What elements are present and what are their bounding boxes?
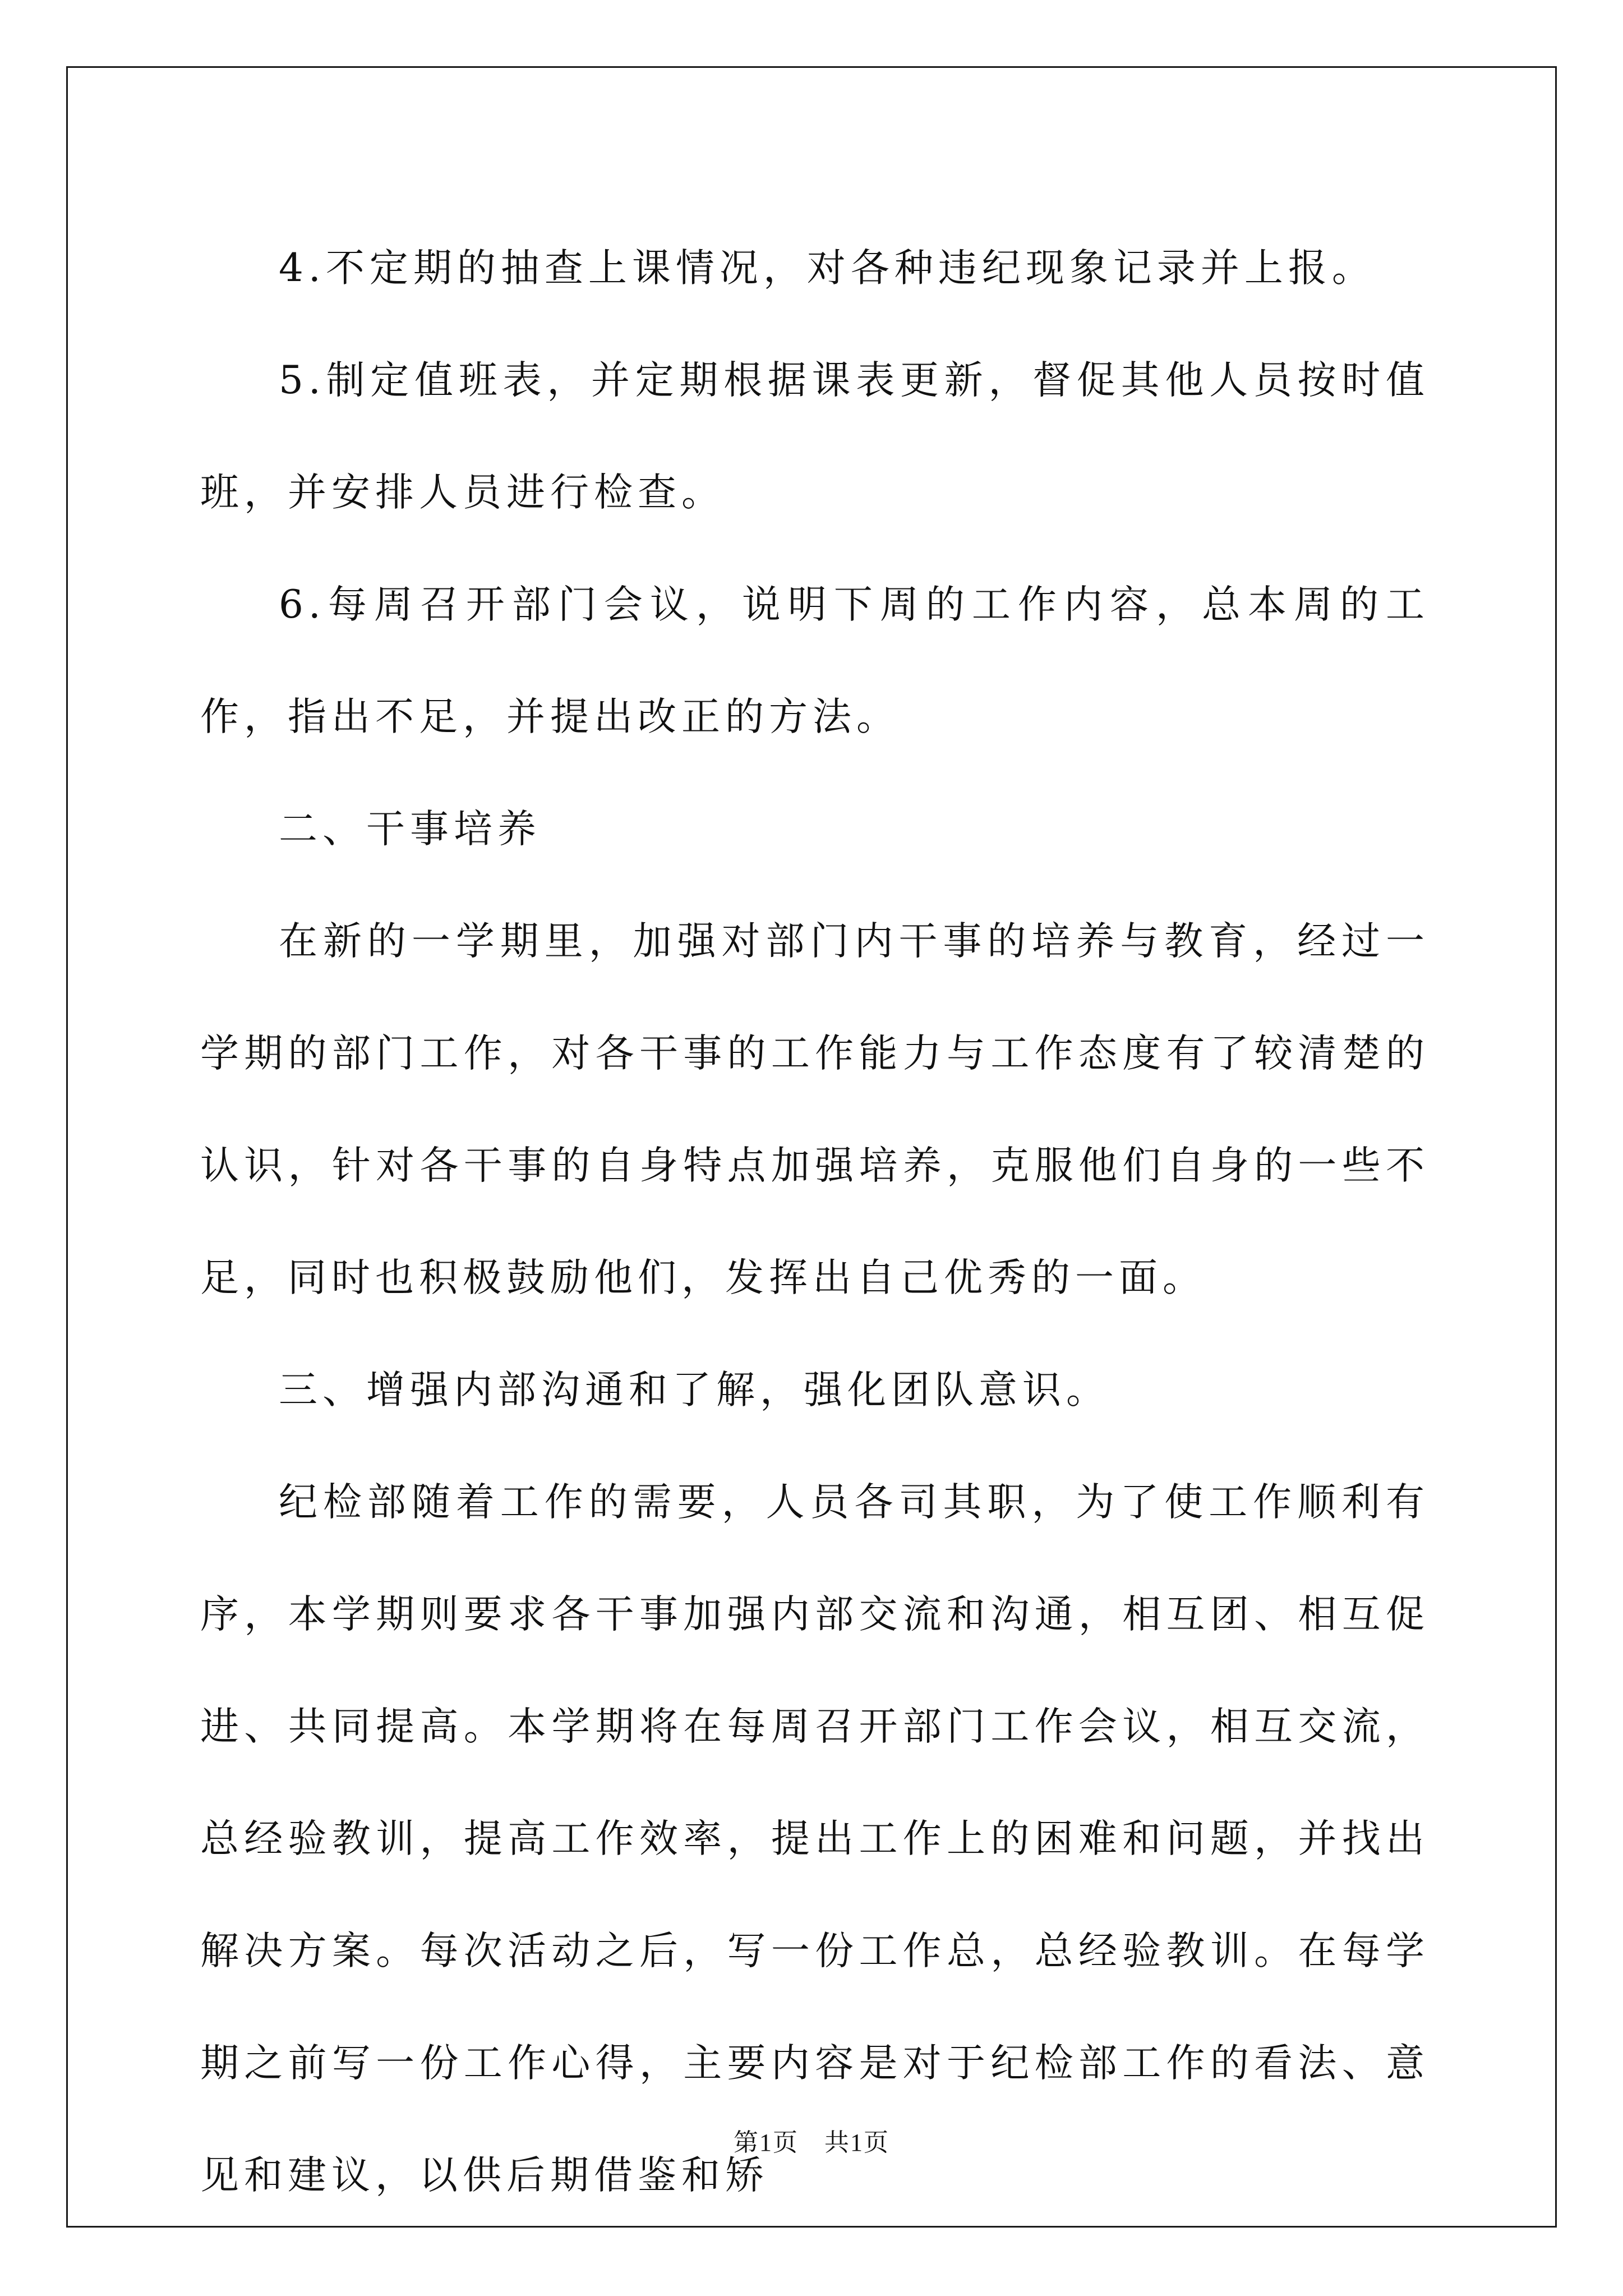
paragraph-item-5: 5.制定值班表，并定期根据课表更新，督促其他人员按时值班，并安排人员进行检查。: [200, 358, 1430, 515]
document-body: [200, 212, 1430, 2231]
page-number-footer: 第1页 共1页: [734, 2129, 889, 2156]
paragraph-item-4: 4.不定期的抽查上课情况，对各种违纪现象记录并上报。: [279, 246, 1376, 291]
paragraph-communication: 纪检部随着工作的需要，人员各司其职，为了使工作顺利有序，本学期则要求各干事加强内部交流和沟通，相互团、相互促进、共同提高。本学期将在每周召开部门工作会议，相互交流，总经验教训，提高工作效率，提出工作上的困难和问题，并找出解决方案。每次活动之后，写一份工作总，总经验教训。在每学期之前写一份工作心得，主要内容是对于纪检部工作的看法、意见和建议，以供后期借鉴和矫: [200, 1480, 1430, 2198]
paragraph-item-6: 6.每周召开部门会议，说明下周的工作内容，总本周的工作，指出不足，并提出改正的方法。: [200, 582, 1430, 739]
section-heading-communication: 三、增强内部沟通和了解，强化团队意识。: [279, 1368, 1110, 1412]
paragraph-cadre-training: 在新的一学期里，加强对部门内干事的培养与教育，经过一学期的部门工作，对各干事的工作能力与工作态度有了较清楚的认识，针对各干事的自身特点加强培养，克服他们自身的一些不足，同时也积极鼓励他们，发挥出自己优秀的一面。: [200, 919, 1430, 1300]
section-heading-cadre-training: 二、干事培养: [279, 807, 541, 852]
